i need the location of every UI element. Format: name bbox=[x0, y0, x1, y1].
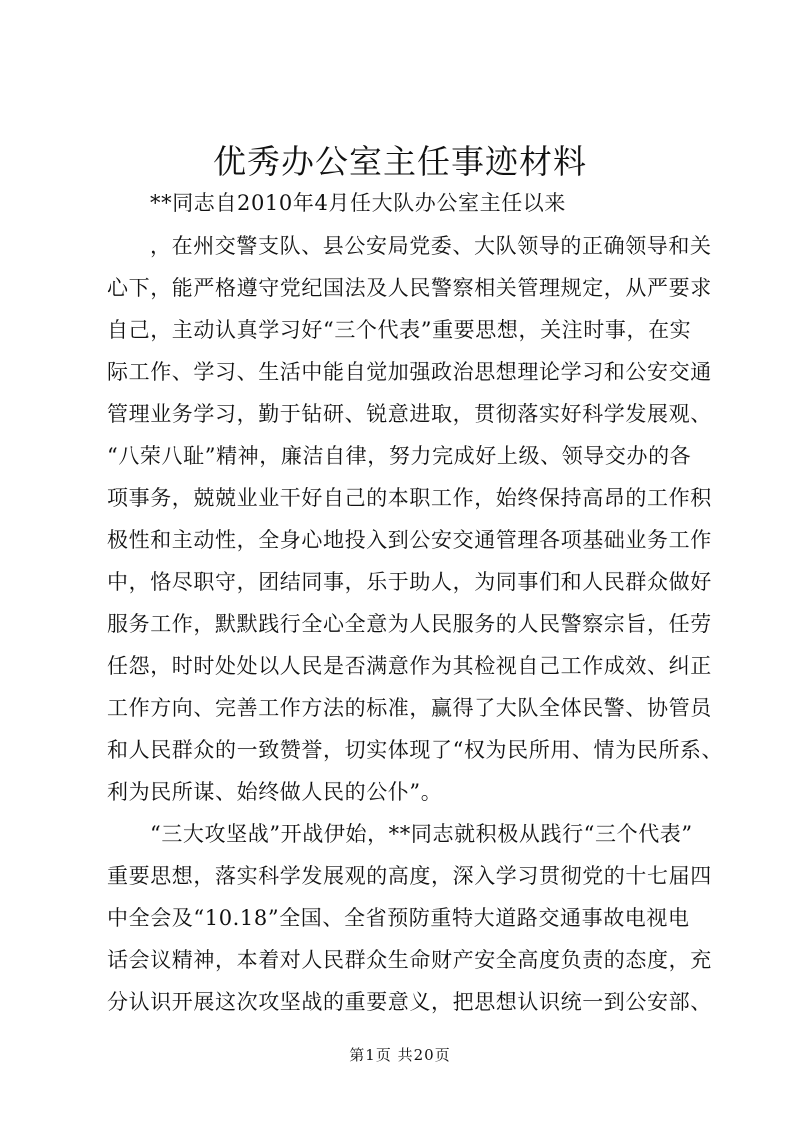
paragraph-line: 分认识开展这次攻坚战的重要意义，把思想认识统一到公安部、 bbox=[107, 990, 712, 1014]
paragraph-line: “三大攻坚战”开战伊始，**同志就积极从践行“三个代表” bbox=[150, 822, 693, 846]
paragraph-line: 利为民所谋、始终做人民的公仆”。 bbox=[107, 780, 443, 804]
page-indicator: 第1页 共20页 bbox=[349, 1046, 451, 1064]
paragraph-line: 中全会及“10.18”全国、全省预防重特大道路交通事故电视电 bbox=[107, 906, 690, 930]
paragraph-line: “八荣八耻”精神，廉洁自律，努力完成好上级、领导交办的各 bbox=[107, 444, 692, 468]
paragraph-line: 任怨，时时处处以人民是否满意作为其检视自己工作成效、纠正 bbox=[107, 654, 712, 678]
paragraph-line: 中，恪尽职守，团结同事，乐于助人，为同事们和人民群众做好 bbox=[107, 570, 712, 594]
paragraph-line: 工作方向、完善工作方法的标准，赢得了大队全体民警、协管员 bbox=[107, 696, 712, 720]
paragraph-line: 服务工作，默默践行全心全意为人民服务的人民警察宗旨，任劳 bbox=[107, 612, 712, 636]
paragraph-line: 管理业务学习，勤于钻研、锐意进取，贯彻落实好科学发展观、 bbox=[107, 402, 712, 426]
page-title: 优秀办公室主任事迹材料 bbox=[213, 142, 587, 181]
paragraph-line: 际工作、学习、生活中能自觉加强政治思想理论学习和公安交通 bbox=[107, 360, 712, 384]
paragraph-line: ，在州交警支队、县公安局党委、大队领导的正确领导和关 bbox=[150, 234, 712, 258]
paragraph-line: 自己，主动认真学习好“三个代表”重要思想，关注时事，在实 bbox=[107, 318, 692, 342]
paragraph-line: 心下，能严格遵守党纪国法及人民警察相关管理规定，从严要求 bbox=[107, 276, 712, 300]
paragraph-line: 重要思想，落实科学发展观的高度，深入学习贯彻党的十七届四 bbox=[107, 864, 712, 888]
paragraph-line: **同志自2010年4月任大队办公室主任以来 bbox=[150, 191, 567, 215]
paragraph-line: 极性和主动性，全身心地投入到公安交通管理各项基础业务工作 bbox=[107, 528, 712, 552]
paragraph-line: 和人民群众的一致赞誉，切实体现了“权为民所用、情为民所系、 bbox=[107, 738, 724, 762]
paragraph-line: 项事务，兢兢业业干好自己的本职工作，始终保持高昂的工作积 bbox=[107, 486, 712, 510]
paragraph-line: 话会议精神，本着对人民群众生命财产安全高度负责的态度，充 bbox=[107, 948, 712, 972]
